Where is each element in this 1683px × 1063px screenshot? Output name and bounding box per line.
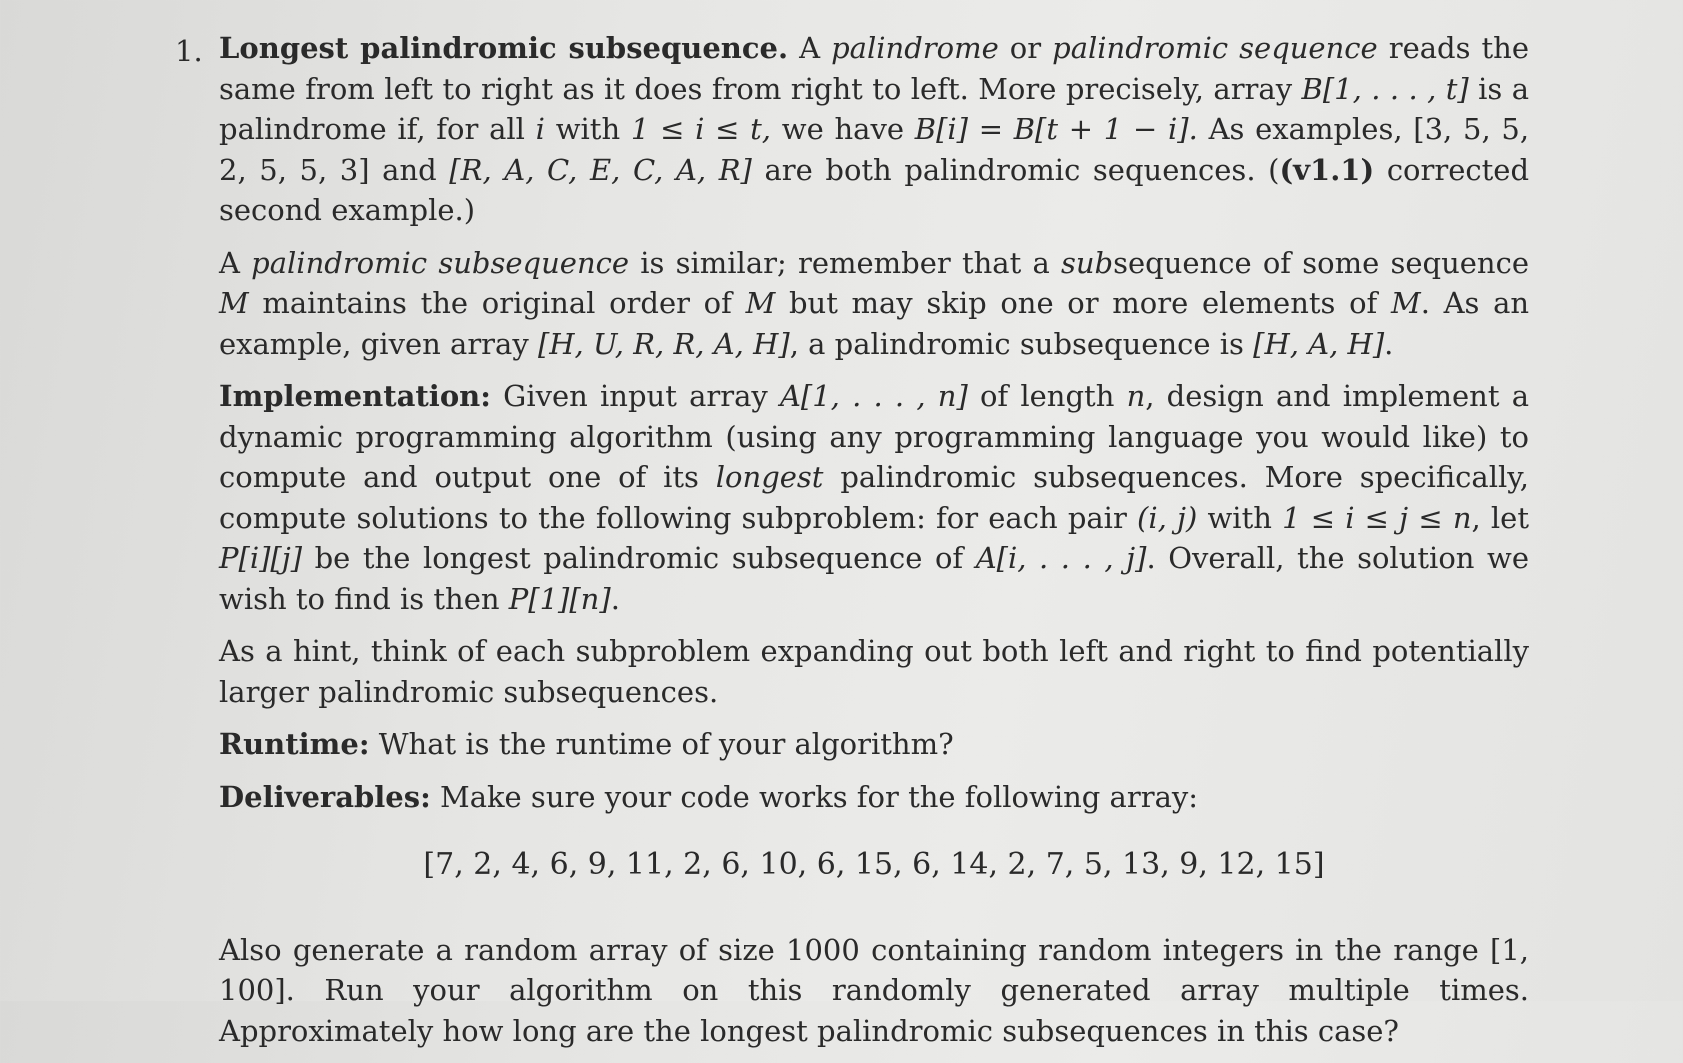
version-note: (v1.1) (1279, 152, 1375, 187)
text: Given input array (503, 379, 768, 413)
math-expression: M (219, 286, 249, 320)
text: . As an example, given array (219, 286, 1530, 361)
paragraph-runtime (219, 724, 1529, 765)
math-expression: (i, j) (1137, 500, 1198, 535)
paragraph-implementation (219, 376, 1529, 619)
text: . (610, 581, 620, 616)
text: . Overall, the solution we wish to find is then (219, 541, 1529, 616)
math-expression: B[i] = B[t + 1 − i]. (914, 112, 1198, 146)
text: reads the same from left to right as it does from right to left. More precisely, array (219, 31, 1529, 106)
math-expression: n (1126, 379, 1146, 413)
paragraph-subsequence (219, 243, 1529, 365)
item-number: 1. (175, 34, 203, 68)
math-expression: P[i][j] (219, 541, 303, 575)
test-array: [7, 2, 4, 6, 9, 11, 2, 6, 10, 6, 15, 6, 14, 2, 7, 5, 13, 9, 12, 15] (423, 847, 1325, 882)
text: be the longest palindromic subsequence of (314, 541, 964, 575)
text: is a palindrome if, for all (219, 71, 1530, 146)
term-palindrome: palindrome (831, 31, 999, 65)
text: corrected second example.) (219, 152, 1530, 227)
text: , design and implement a dynamic programming algorithm (using any programming language you would like) to compute and output one of its (219, 379, 1529, 494)
paragraph-random-array: Also generate a random array of size 1000 containing random integers in the range [1, 100]. Run your algorithm on this randomly generated array multiple times. Approximately how long are the longest palindromic subsequences in this case? (219, 932, 1529, 1048)
term-longest: longest (715, 460, 824, 494)
problem-title: Longest palindromic subsequence. (219, 31, 789, 65)
text: are both palindromic sequences. ( (764, 152, 1280, 187)
text: . (1384, 326, 1394, 361)
text: we have (781, 112, 905, 146)
deliverables-text: Make sure your code works for the following array: (440, 779, 1199, 814)
math-expression: M (1390, 286, 1421, 320)
text: A (799, 31, 821, 65)
math-expression: B[1, . . . , t] (1301, 71, 1469, 106)
term-palindromic-sequence: palindromic sequence (1052, 31, 1378, 65)
text: , let (1471, 500, 1529, 535)
math-expression: i (535, 112, 545, 146)
runtime-question: What is the runtime of your algorithm? (378, 727, 954, 761)
term-sub: sub (1060, 245, 1114, 280)
math-expression: A[i, . . . , j] (975, 541, 1147, 575)
math-expression: [H, U, R, R, A, H] (537, 326, 790, 361)
text: sequence of some sequence (1113, 245, 1529, 280)
text: but may skip one or more elements of (788, 286, 1378, 320)
implementation-label: Implementation: (219, 379, 491, 413)
math-expression: [H, A, H] (1253, 326, 1385, 361)
problem-content (219, 28, 1529, 1063)
paragraph-deliverables (219, 777, 1529, 818)
text: or (1009, 31, 1042, 65)
text: of length (979, 379, 1115, 413)
math-expression: A[1, . . . , n] (779, 379, 968, 413)
math-expression: 1 ≤ i ≤ j ≤ n (1282, 500, 1472, 535)
math-expression: 1 ≤ i ≤ t, (630, 112, 772, 146)
text: maintains the original order of (262, 286, 732, 320)
deliverables-label: Deliverables: (219, 779, 431, 814)
text: palindromic subsequences. More specifically, compute solutions to the following subproblem: for each pair (219, 460, 1530, 535)
paragraph-hint: As a hint, think of each subproblem expanding out both left and right to find potentially larger palindromic subsequences. (219, 634, 1529, 709)
text: with (555, 112, 621, 146)
math-expression: P[1][n] (508, 581, 611, 616)
math-expression: M (745, 286, 776, 320)
text: As examples, [3, 5, 5, 2, 5, 5, 3] and (219, 112, 1530, 187)
math-expression: [R, A, C, E, C, A, R] (449, 152, 752, 187)
paragraph-definition (219, 28, 1529, 231)
runtime-label: Runtime: (219, 727, 370, 761)
text: with (1207, 500, 1272, 535)
text: is similar; remember that a (640, 245, 1050, 280)
term-palindromic-subsequence: palindromic subsequence (251, 245, 630, 280)
text: A (219, 245, 240, 280)
text: , a palindromic subsequence is (789, 326, 1244, 361)
